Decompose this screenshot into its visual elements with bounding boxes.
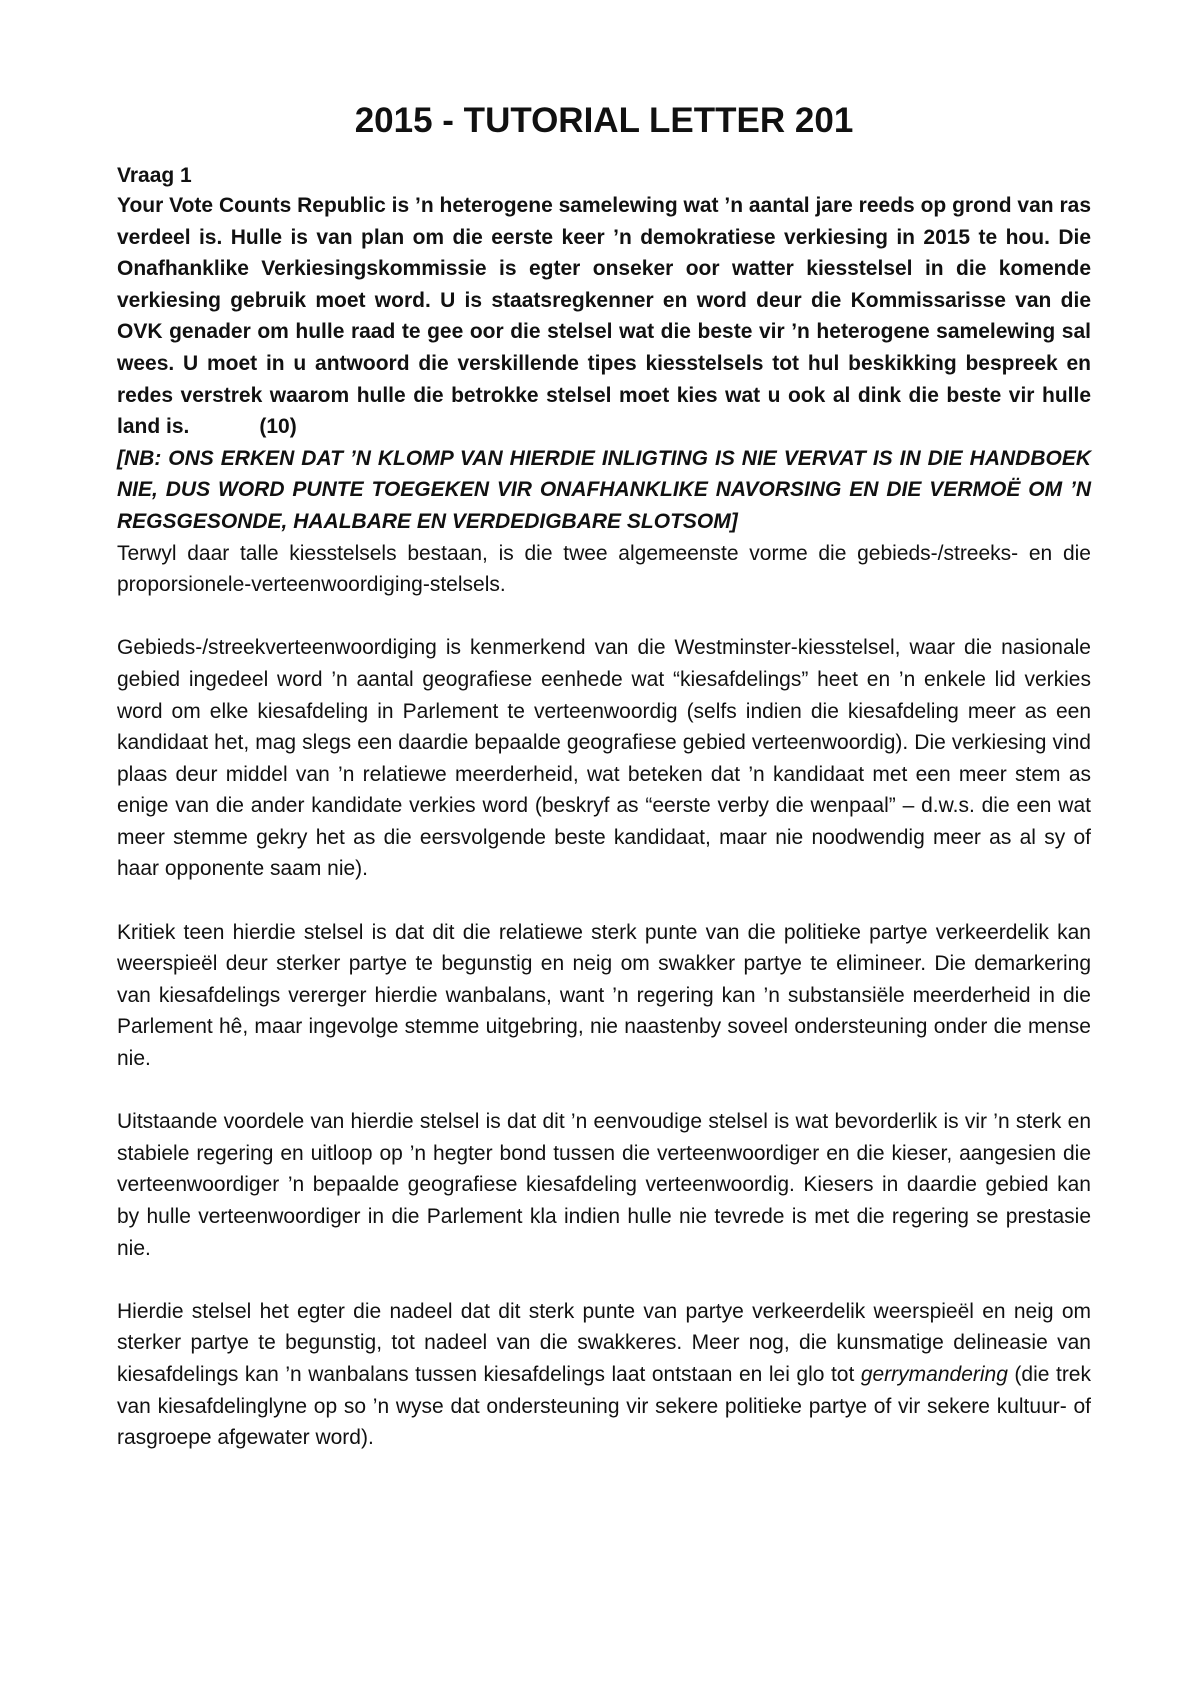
paragraph-disadvantages [117, 1296, 1091, 1454]
nb-note: [NB: ONS ERKEN DAT ’N KLOMP VAN HIERDIE INLIGTING IS NIE VERVAT IS IN DIE HANDBOEK NIE, DUS WORD PUNTE TOEGEKEN VIR ONAFHANKLIKE NAVORSING EN DIE VERMOË OM ’N REGSGESONDE, HAALBARE EN VERDEDIGBARE SLOTSOM] [117, 446, 1091, 533]
paragraph-advantages: Uitstaande voordele van hierdie stelsel is dat dit ’n eenvoudige stelsel is wat bevorderlik is vir ’n sterk en stabiele regering en uitloop op ’n hegter bond tussen die verteenwoordiger en die kieser, aangesien die verteenwoordiger ’n bepaalde geografiese kiesafdeling verteenwoordig. Kiesers in daardie gebied kan by hulle verteenwoordiger in die Parlement kla indien hulle nie tevrede is met die regering se prestasie nie. [117, 1110, 1091, 1260]
paragraph-intro: Terwyl daar talle kiesstelsels bestaan, is die twee algemeenste vorme die gebieds-/streeks- en die proporsionele-verteenwoordiging-stelsels. [117, 541, 1091, 597]
question-marks: (10) [259, 415, 297, 439]
document-page [117, 96, 1091, 1454]
paragraph-regional-representation: Gebieds-/streekverteenwoordiging is kenmerkend van die Westminster-kiesstelsel, waar die nasionale gebied ingedeel word ’n aantal geografiese eenhede wat “kiesafdelings” heet en ’n enkele lid verkies word om elke kiesafdeling in Parlement te verteenwoordig (selfs indien die kiesafdeling meer as een kandidaat het, mag slegs een daardie bepaalde geografiese gebied verteenwoordig). Die verkiesing vind plaas deur middel van ’n relatiewe meerderheid, wat beteken dat ’n kandidaat met een meer stem as enige van die ander kandidate verkies word (beskryf as “eerste verby die wenpaal” – d.w.s. die een wat meer stemme gekry het as die eersvolgende beste kandidaat, maar nie noodwendig meer as al sy of haar opponente saam nie). [117, 636, 1091, 881]
paragraph-disadvantages-text-start: Hierdie stelsel het egter die nadeel dat dit sterk punte van partye verkeerdelik weerspieël en neig om sterker partye te begunstig, tot nadeel van die swakkeres. Meer nog, die kunsmatige delineasie van kiesafdelings kan ’n wanbalans tussen kiesafdelings laat ontstaan en lei glo tot [117, 1299, 1091, 1386]
gerrymandering-term: gerrymandering [860, 1362, 1008, 1386]
question-label: Vraag 1 [117, 164, 192, 187]
question-text: Your Vote Counts Republic is ’n heterogene samelewing wat ’n aantal jare reeds op grond van ras verdeel is. Hulle is van plan om die eerste keer ’n demokratiese verkiesing in 2015 te hou. Die Onafhanklike Verkiesingskommissie is egter onseker oor watter kiesstelsel in die komende verkiesing gebruik moet word. U is staatsregkenner en word deur die Kommissarisse van die OVK genader om hulle raad te gee oor die stelsel wat die beste vir ’n heterogene samelewing sal wees. U moet in u antwoord die verskillende tipes kiesstelsels tot hul beskikking bespreek en redes verstrek waarom hulle die betrokke stelsel moet kies wat u ook al dink die beste vir hulle land is. [117, 194, 1091, 439]
paragraph-criticism: Kritiek teen hierdie stelsel is dat dit die relatiewe sterk punte van die politieke partye verkeerdelik kan weerspieël deur sterker partye te begunstig en neig om swakker partye te elimineer. Die demarkering van kiesafdelings vererger hierdie wanbalans, want ’n regering kan ’n substansiële meerderheid in die Parlement hê, maar ingevolge stemme uitgebring, nie naastenby soveel ondersteuning onder die mense nie. [117, 920, 1091, 1071]
question-text-block [117, 190, 1091, 443]
paragraph-disadvantages-text-end: (die trek van kiesafdelinglyne op so ’n wyse dat ondersteuning vir sekere politieke partye of vir sekere kultuur- of rasgroepe afgewater word). [117, 1362, 1091, 1450]
document-title: 2015 - TUTORIAL LETTER 201 [354, 101, 854, 140]
